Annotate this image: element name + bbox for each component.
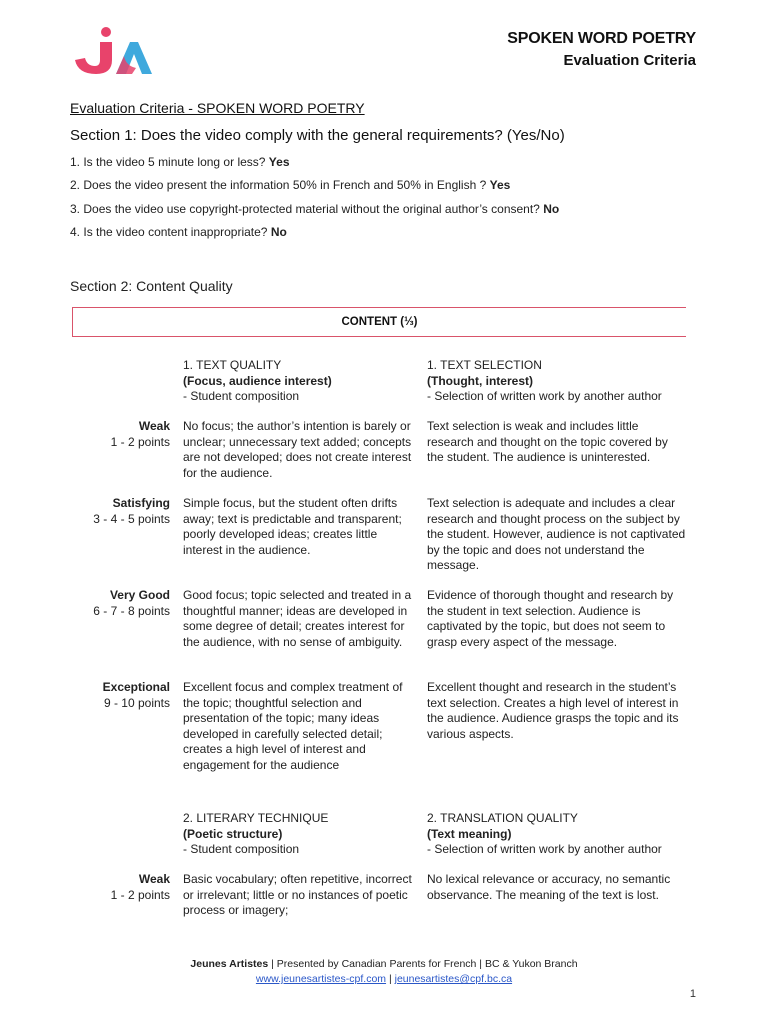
question-answer: No — [543, 202, 560, 216]
footer-presented: | Presented by Canadian Parents for French | BC & Yukon Branch — [268, 958, 578, 970]
level-points: 1 - 2 points — [110, 887, 170, 902]
level-points: 6 - 7 - 8 points — [93, 603, 170, 618]
jeunes-artistes-logo — [72, 26, 158, 76]
rubric-cell: Evidence of thorough thought and research by the student in text selection. Audience is captivated by the topic, but does not seem to grasp every aspect of the message. — [427, 588, 674, 649]
level-weak — [70, 872, 170, 903]
content-box — [72, 307, 686, 337]
column-title: 1. TEXT QUALITY — [183, 358, 282, 372]
document-title: Evaluation Criteria - SPOKEN WORD POETRY — [70, 100, 365, 116]
header-subtitle: Evaluation Criteria — [563, 52, 696, 69]
rubric2-col2-header — [427, 811, 687, 858]
rubric-cell: Good focus; topic selected and treated in a thoughtful manner; ideas are developed in some degree of detail; creates interest for the audience, with no sense of ambiguity. — [183, 588, 412, 649]
level-name: Exceptional — [102, 680, 170, 694]
level-name: Weak — [138, 872, 170, 886]
question-text: Does the video use copyright-protected material without the original author’s consent? — [83, 202, 544, 216]
level-points: 1 - 2 points — [110, 434, 170, 449]
column-subtitle: (Text meaning) — [427, 826, 512, 841]
rubric1-col1-header — [183, 358, 415, 405]
email-link[interactable]: jeunesartistes@cpf.bc.ca — [394, 973, 513, 985]
logo-a-shape — [116, 42, 152, 74]
rubric-cell: Excellent focus and complex treatment of the topic; thoughtful selection and presentation of the topic; many ideas developed in carefully selected detail; creates a high level of interest and engagement for the audience — [183, 680, 403, 772]
question-1 — [70, 155, 290, 169]
rubric-cell: Basic vocabulary; often repetitive, incorrect or irrelevant; little or no instances of poetic process or imagery; — [183, 872, 412, 917]
footer-line-1 — [0, 958, 768, 970]
level-points: 9 - 10 points — [103, 695, 170, 710]
rubric2-col1-header — [183, 811, 415, 858]
column-subtitle: (Poetic structure) — [183, 826, 283, 841]
column-note: - Student composition — [183, 842, 300, 856]
footer-separator: | — [386, 973, 395, 985]
rubric-cell: Simple focus, but the student often drifts away; text is predictable and transparent; poorly developed ideas; creates little interest in the audience. — [183, 496, 402, 557]
column-title: 2. LITERARY TECHNIQUE — [183, 811, 329, 825]
question-answer: Yes — [268, 155, 290, 169]
level-name: Very Good — [109, 588, 170, 602]
page-number: 1 — [689, 988, 696, 1000]
content-box-label: CONTENT (⅓) — [341, 316, 418, 328]
rubric-cell: Text selection is weak and includes little research and thought on the topic covered by the student. The audience is uninterested. — [427, 419, 668, 464]
question-number: 4. — [70, 225, 81, 239]
column-title: 1. TEXT SELECTION — [427, 358, 542, 372]
question-number: 2. — [70, 178, 81, 192]
rubric1-col2-header — [427, 358, 687, 405]
question-number: 3. — [70, 202, 81, 216]
level-name: Satisfying — [112, 496, 170, 510]
question-number: 1. — [70, 155, 81, 169]
question-3 — [70, 202, 559, 216]
section1-heading: Section 1: Does the video comply with the general requirements? (Yes/No) — [70, 127, 565, 144]
question-text: Is the video 5 minute long or less? — [80, 155, 269, 169]
column-subtitle: (Thought, interest) — [427, 373, 533, 388]
column-note: - Selection of written work by another author — [427, 389, 662, 403]
website-link[interactable]: www.jeunesartistes-cpf.com — [255, 973, 387, 985]
level-name: Weak — [138, 419, 170, 433]
question-answer: Yes — [489, 178, 511, 192]
question-text: Does the video present the information 50% in French and 50% in English ? — [83, 178, 490, 192]
question-answer: No — [270, 225, 287, 239]
question-text: Is the video content inappropriate? — [83, 225, 271, 239]
section2-heading: Section 2: Content Quality — [70, 278, 233, 294]
column-note: - Student composition — [183, 389, 300, 403]
column-title: 2. TRANSLATION QUALITY — [427, 811, 578, 825]
level-points: 3 - 4 - 5 points — [93, 511, 170, 526]
rubric-cell: No focus; the author’s intention is barely or unclear; unnecessary text added; concepts are not developed; does not create interest for the audience. — [183, 419, 412, 480]
footer-line-2 — [0, 973, 768, 985]
footer-org: Jeunes Artistes — [190, 958, 269, 970]
level-very-good — [70, 588, 170, 619]
header-title: SPOKEN WORD POETRY — [507, 30, 696, 47]
logo-j-shape — [75, 27, 112, 74]
column-note: - Selection of written work by another author — [427, 842, 662, 856]
rubric-cell: Excellent thought and research in the student’s text selection. Creates a high level of interest in the audience. Audience grasps the topic and its various aspects. — [427, 680, 679, 741]
question-4 — [70, 225, 287, 239]
column-subtitle: (Focus, audience interest) — [183, 373, 332, 388]
level-exceptional — [70, 680, 170, 711]
level-satisfying — [70, 496, 170, 527]
rubric-cell: Text selection is adequate and includes a clear research and thought process on the subject by the student. However, audience is not captivated by the topic and does not understand the message. — [427, 496, 686, 572]
level-weak — [70, 419, 170, 450]
rubric-cell: No lexical relevance or accuracy, no semantic observance. The meaning of the text is lost. — [427, 872, 671, 902]
question-2 — [70, 178, 510, 192]
